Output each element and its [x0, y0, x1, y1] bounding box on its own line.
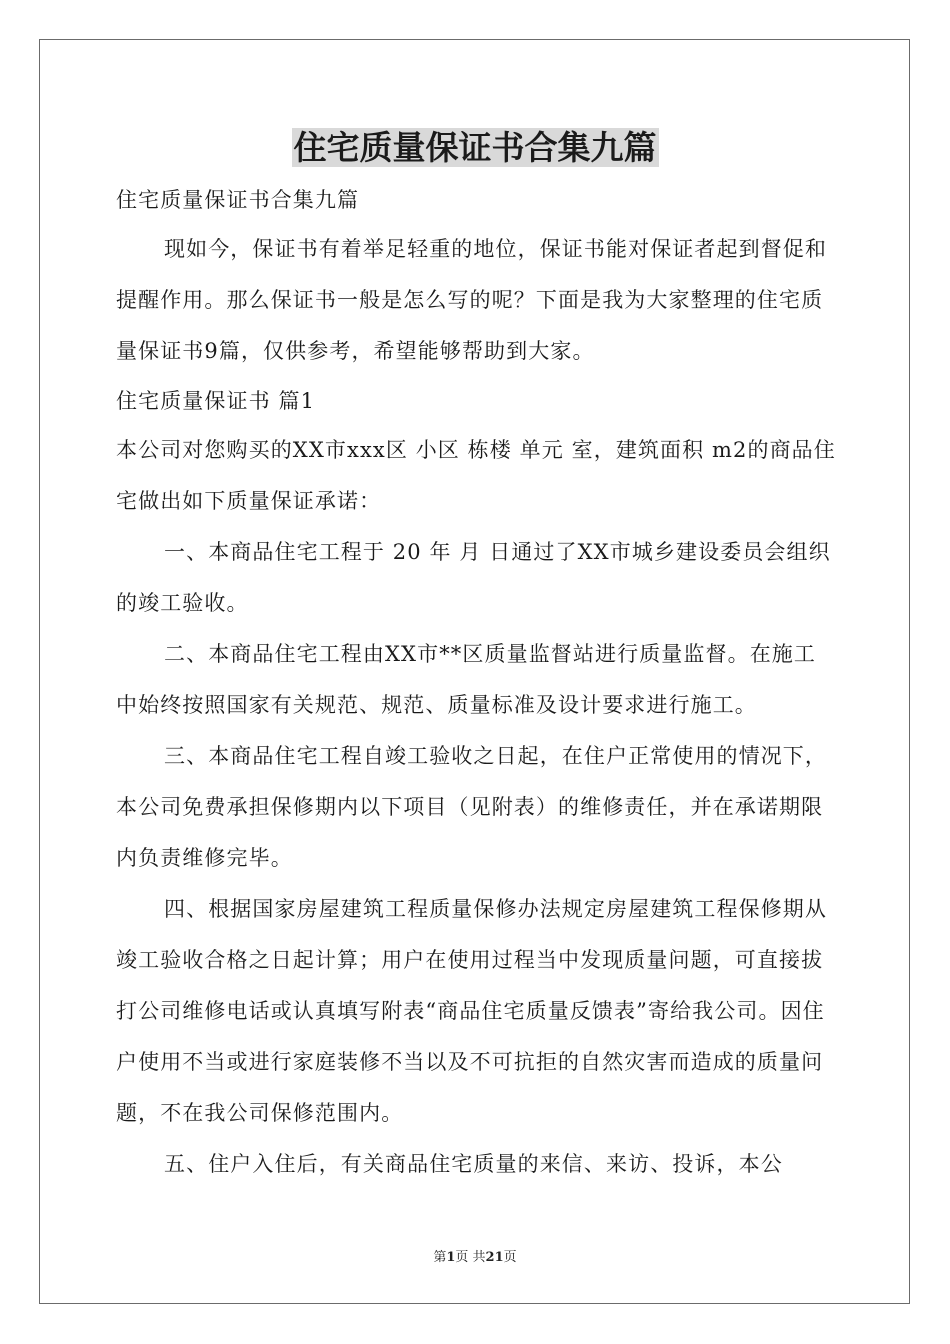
document-title: [0, 124, 950, 172]
page-suffix: 页: [503, 1250, 517, 1265]
total-page-number: 21: [485, 1250, 504, 1265]
clause-paragraph: 五、住户入住后，有关商品住宅质量的来信、来访、投诉，本公: [164, 1152, 783, 1176]
document-subtitle: 住宅质量保证书合集九篇: [116, 188, 360, 212]
page-mid: 页 共: [455, 1250, 486, 1265]
page-footer: [0, 1246, 950, 1265]
intro-paragraph: 现如今，保证书有着举足轻重的地位，保证书能对保证者起到督促和提醒作用。那么保证书一般是怎么写的呢？下面是我为大家整理的住宅质量保证书9篇，仅供参考，希望能够帮助到大家。: [116, 237, 827, 363]
document-body: [116, 176, 836, 1190]
opening-paragraph: 本公司对您购买的XX市xxx区 小区 栋楼 单元 室，建筑面积 m2的商品住宅做出如下质量保证承诺：: [116, 438, 836, 513]
clause-paragraph: 二、本商品住宅工程由XX市**区质量监督站进行质量监督。在施工中始终按照国家有关规范、规范、质量标准及设计要求进行施工。: [116, 642, 816, 717]
section-heading: 住宅质量保证书 篇1: [116, 389, 316, 413]
clause-paragraph: 三、本商品住宅工程自竣工验收之日起，在住户正常使用的情况下，本公司免费承担保修期内以下项目（见附表）的维修责任，并在承诺期限内负责维修完毕。: [116, 744, 827, 870]
clause-paragraph: 四、根据国家房屋建筑工程质量保修办法规定房屋建筑工程保修期从竣工验收合格之日起计算；用户在使用过程当中发现质量问题，可直接拔打公司维修电话或认真填写附表“商品住宅质量反馈表”寄给我公司。因住户使用不当或进行家庭装修不当以及不可抗拒的自然灾害而造成的质量问题，不在我公司保修范围内。: [116, 897, 827, 1125]
clause-paragraph: 一、本商品住宅工程于 20 年 月 日通过了XX市城乡建设委员会组织的竣工验收。: [116, 540, 831, 615]
current-page-number: 1: [446, 1250, 456, 1265]
page-prefix: 第: [433, 1250, 447, 1265]
document-title-text: 住宅质量保证书合集九篇: [293, 128, 657, 167]
